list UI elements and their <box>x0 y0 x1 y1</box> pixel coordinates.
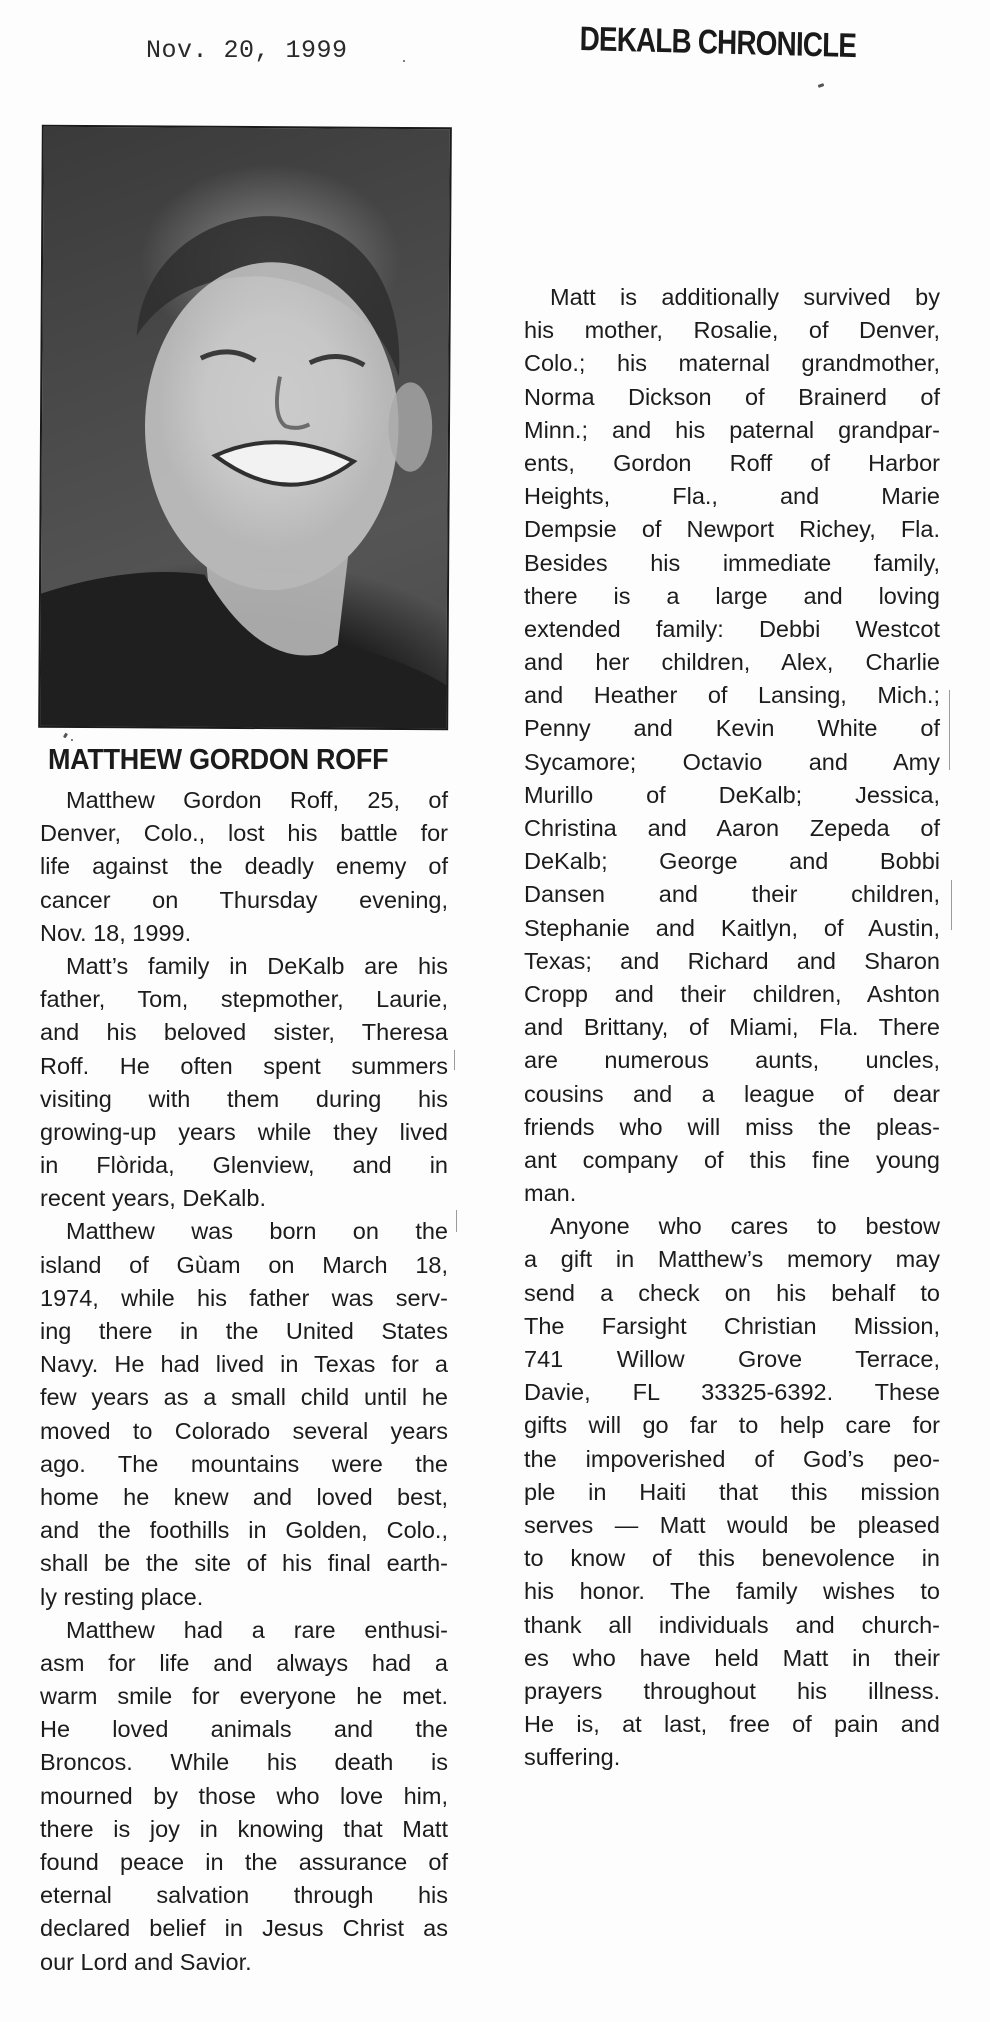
article-text-line: moved to Colorado several years <box>40 1417 448 1444</box>
article-text-line: and her children, Alex, Charlie <box>524 649 940 676</box>
portrait-illustration <box>40 127 450 728</box>
article-text-line: to know of this benevolence in <box>524 1545 940 1572</box>
article-text-line: 741 Willow Grove Terrace, <box>524 1346 940 1372</box>
article-text-line: mourned by those who love him, <box>40 1782 448 1809</box>
article-text-line: Sycamore; Octavio and Amy <box>524 748 940 775</box>
obituary-headline: MATTHEW GORDON ROFF <box>48 744 389 776</box>
article-text-line: es who have held Matt in their <box>524 1644 940 1671</box>
article-text-line: there is joy in knowing that Matt <box>40 1815 448 1842</box>
article-text-line: ant company of this fine young <box>524 1146 940 1173</box>
article-text-line: recent years, DeKalb. <box>40 1185 266 1212</box>
article-text-line: Dansen and their children, <box>524 881 940 908</box>
article-text-line: gifts will go far to help care for <box>524 1412 940 1439</box>
article-text-line: and Heather of Lansing, Mich.; <box>524 682 940 709</box>
article-text-line: Murillo of DeKalb; Jessica, <box>524 781 940 808</box>
article-text-line: Stephanie and Kaitlyn, of Austin, <box>524 914 940 941</box>
scan-speck <box>818 83 825 88</box>
article-text-line: prayers throughout his illness. <box>524 1677 940 1704</box>
article-paragraph <box>40 950 448 1216</box>
article-text-line: few years as a small child until he <box>40 1384 448 1411</box>
article-text-line: Matthew had a rare enthusi- <box>66 1616 448 1643</box>
article-text-line: Roff. He often spent summers <box>40 1052 448 1079</box>
article-text-line: cousins and a league of dear <box>524 1080 940 1107</box>
scan-speck <box>71 739 73 741</box>
article-text-line: suffering. <box>524 1744 621 1771</box>
scan-margin-mark <box>949 690 950 770</box>
article-text-line: ing there in the United States <box>40 1318 448 1344</box>
article-text-line: The Farsight Christian Mission, <box>524 1312 940 1339</box>
scan-margin-mark <box>456 1210 457 1232</box>
article-text-line: thank all individuals and church- <box>524 1611 940 1638</box>
article-paragraph <box>524 1210 940 1774</box>
article-text-line: his mother, Rosalie, of Denver, <box>524 317 940 344</box>
scan-margin-mark <box>951 880 952 930</box>
article-text-line: warm smile for everyone he met. <box>40 1683 448 1710</box>
article-text-line: Penny and Kevin White of <box>524 715 940 742</box>
article-text-line: Heights, Fla., and Marie <box>524 483 940 510</box>
article-text-line: friends who will miss the pleas- <box>524 1113 940 1140</box>
article-right-column <box>524 281 940 1774</box>
article-text-line: father, Tom, stepmother, Laurie, <box>40 986 448 1013</box>
article-text-line: man. <box>524 1180 577 1207</box>
article-paragraph <box>40 784 448 950</box>
article-text-line: Cropp and their children, Ashton <box>524 980 940 1007</box>
article-text-line: Matthew Gordon Roff, 25, of <box>66 787 448 813</box>
article-text-line: and the foothills in Golden, Colo., <box>40 1517 448 1544</box>
article-text-line: our Lord and Savior. <box>40 1948 252 1975</box>
article-paragraph <box>40 1215 448 1613</box>
article-text-line: extended family: Debbi Westcot <box>524 615 940 642</box>
article-text-line: Norma Dickson of Brainerd of <box>524 383 940 410</box>
article-text-line: Navy. He had lived in Texas for a <box>40 1351 448 1378</box>
article-text-line: He loved animals and the <box>40 1716 448 1743</box>
article-text-line: Nov. 18, 1999. <box>40 919 192 946</box>
article-text-line: asm for life and always had a <box>40 1649 448 1676</box>
article-text-line: eternal salvation through his <box>40 1882 448 1909</box>
article-text-line: are numerous aunts, uncles, <box>524 1047 940 1074</box>
article-text-line: ple in Haiti that this mission <box>524 1478 940 1505</box>
article-text-line: growing-up years while they lived <box>40 1118 448 1145</box>
article-text-line: ents, Gordon Roff of Harbor <box>524 449 940 476</box>
scan-margin-mark <box>454 1050 455 1070</box>
article-paragraph <box>524 281 940 1210</box>
scan-speck <box>63 733 68 739</box>
date-stamp: Nov. 20, 1999 <box>146 36 348 65</box>
article-left-column <box>40 784 448 1979</box>
article-text-line: Matthew was born on the <box>66 1218 448 1245</box>
article-text-line: and his beloved sister, Theresa <box>40 1019 448 1046</box>
article-text-line: in Flòrida, Glenview, and in <box>40 1152 448 1179</box>
article-text-line: Christina and Aaron Zepeda of <box>524 815 940 841</box>
article-text-line: found peace in the assurance of <box>40 1849 448 1875</box>
article-text-line: DeKalb; George and Bobbi <box>524 848 940 875</box>
article-text-line: life against the deadly enemy of <box>40 853 448 880</box>
article-text-line: Matt is additionally survived by <box>550 284 940 310</box>
article-text-line: his honor. The family wishes to <box>524 1578 940 1605</box>
article-text-line: ly resting place. <box>40 1583 204 1610</box>
article-text-line: Denver, Colo., lost his battle for <box>40 820 448 847</box>
scan-speck <box>403 60 405 62</box>
article-text-line: Colo.; his maternal grandmother, <box>524 350 940 377</box>
face-shape <box>144 261 400 590</box>
article-text-line: declared belief in Jesus Christ as <box>40 1915 448 1942</box>
article-text-line: serves — Matt would be pleased <box>524 1511 940 1538</box>
article-text-line: Besides his immediate family, <box>524 549 940 576</box>
article-text-line: there is a large and loving <box>524 582 940 609</box>
publication-masthead: DEKALB CHRONICLE <box>579 20 857 66</box>
article-text-line: shall be the site of his final earth- <box>40 1550 448 1577</box>
article-text-line: visiting with them during his <box>40 1085 448 1112</box>
article-text-line: 1974, while his father was serv- <box>40 1284 448 1311</box>
article-text-line: the impoverished of God’s peo- <box>524 1445 940 1472</box>
article-text-line: ago. The mountains were the <box>40 1450 448 1477</box>
article-text-line: Dempsie of Newport Richey, Fla. <box>524 516 940 543</box>
article-text-line: island of Gùam on March 18, <box>40 1251 448 1278</box>
article-text-line: home he knew and loved best, <box>40 1483 448 1510</box>
article-text-line: Minn.; and his paternal grandpar- <box>524 416 940 443</box>
article-text-line: Davie, FL 33325-6392. These <box>524 1379 940 1406</box>
article-text-line: Anyone who cares to bestow <box>550 1213 940 1240</box>
article-text-line: cancer on Thursday evening, <box>40 886 448 913</box>
article-paragraph <box>40 1614 448 1979</box>
article-text-line: send a check on his behalf to <box>524 1279 940 1306</box>
article-text-line: Texas; and Richard and Sharon <box>524 947 940 974</box>
article-text-line: Matt’s family in DeKalb are his <box>66 952 448 979</box>
article-text-line: and Brittany, of Miami, Fla. There <box>524 1014 940 1041</box>
portrait-photo <box>38 125 452 730</box>
article-text-line: Broncos. While his death is <box>40 1749 448 1776</box>
article-text-line: a gift in Matthew’s memory may <box>524 1246 940 1273</box>
article-text-line: He is, at last, free of pain and <box>524 1711 940 1738</box>
